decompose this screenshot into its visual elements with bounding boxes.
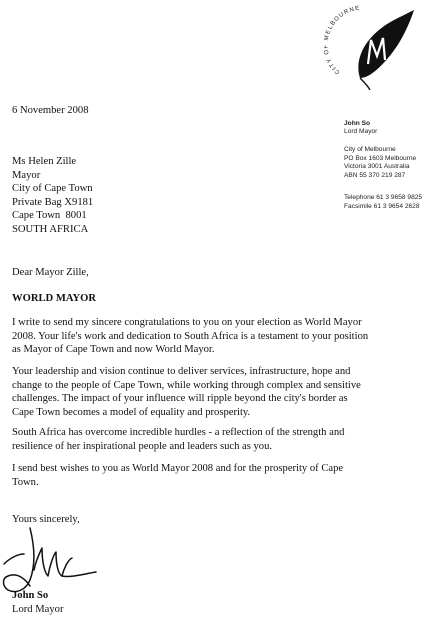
signer-title: Lord Mayor [12,604,64,615]
signer-name: John So [12,590,49,601]
letter-date: 6 November 2008 [12,105,89,116]
svg-text:CITY OF MELBOURNE: CITY OF MELBOURNE [324,5,361,75]
closing: Yours sincerely, [12,514,80,525]
recipient-address [12,155,93,237]
paragraph-line: Cape Town becomes a model of equality and prosperity. [12,406,251,418]
leaf-m-emblem-icon [324,4,416,90]
recipient-line: SOUTH AFRICA [12,223,89,235]
letterhead-name: John So [344,120,371,127]
paragraph-line: Your leadership and vision continue to deliver services, infrastructure, hope and [12,366,351,377]
paragraph-line: resilience of her inspirational people and leaders such as you. [12,440,273,452]
letterhead-address [344,146,416,180]
subject-heading: WORLD MAYOR [12,293,97,304]
paragraph-line: as Mayor of Cape Town and now World Mayor. [12,344,215,356]
address-line: Victoria 3001 Australia [344,163,410,171]
paragraph-line: South Africa has overcome incredible hurdles - a reflection of the strength and [12,427,345,438]
recipient-line: Mayor [12,169,41,181]
facsimile-line: Facsimile 61 3 9654 2628 [344,202,420,210]
city-of-melbourne-logo [324,4,416,90]
paragraph-line: challenges. The impact of your influence will ripple beyond the city's border as [12,393,348,405]
body-paragraph [12,462,412,489]
telephone-line: Telephone 61 3 9658 9825 [344,194,423,201]
paragraph-line: I write to send my sincere congratulations to you on your election as World Mayor [12,317,362,328]
salutation: Dear Mayor Zille, [12,267,89,278]
paragraph-line: 2008. Your life's work and dedication to South Africa is a testament to your position [12,330,369,342]
recipient-line: City of Cape Town [12,183,93,195]
recipient-line: Cape Town 8001 [12,210,87,222]
paragraph-line: Town. [12,476,39,488]
body-paragraph [12,365,412,419]
body-paragraph [12,426,412,453]
paragraph-line: change to the people of Cape Town, while working through complex and sensitive [12,379,361,391]
letterhead-title: Lord Mayor [344,128,378,135]
recipient-line: Ms Helen Zille [12,156,77,167]
body-paragraph [12,316,412,357]
letterhead-contact [344,194,422,211]
address-line: City of Melbourne [344,146,396,153]
recipient-line: Private Bag X9181 [12,196,94,208]
address-line: PO Box 1603 Melbourne [344,154,417,162]
paragraph-line: I send best wishes to you as World Mayor 2008 and for the prosperity of Cape [12,463,344,474]
abn-line: ABN 55 370 219 287 [344,171,406,179]
